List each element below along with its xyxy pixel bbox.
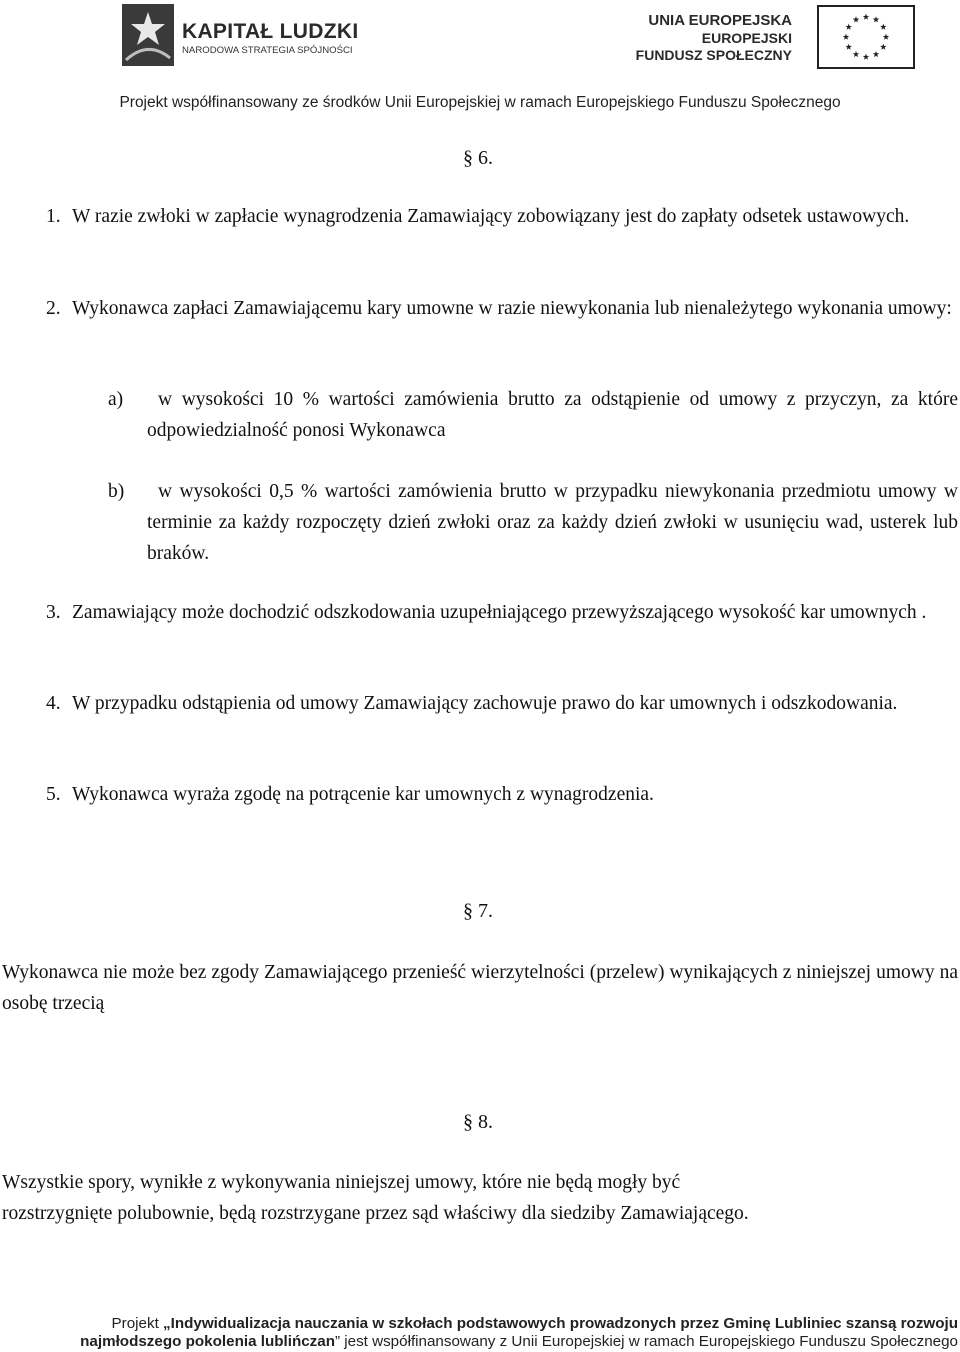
item-3-number: 3. [46, 602, 61, 623]
eu-flag-icon [816, 4, 916, 70]
item-1-number: 1. [46, 206, 61, 227]
section-6-heading: § 6. [463, 147, 493, 169]
eu-logo [624, 4, 920, 70]
item-a-number: a) [108, 389, 124, 410]
eu-logo-line3: FUNDUSZ SPOŁECZNY [635, 47, 792, 63]
kapital-ludzki-emblem-icon [122, 4, 174, 66]
item-1-text: W razie zwłoki w zapłacie wynagrodzenia Zamawiający zobowiązany jest do zapłaty odsetek ustawowych. [72, 206, 910, 227]
section-7-text: Wykonawca nie może bez zgody Zamawiającego przenieść wierzytelności (przelew) wynikających z niniejszej umowy na osobę trzecią [2, 962, 958, 1014]
footer-line1 [0, 1315, 960, 1332]
item-a-text: w wysokości 10 % wartości zamówienia brutto za odstąpienie od umowy z przyczyn, za które odpowiedzialność ponosi Wykonawca [147, 389, 958, 441]
kapital-ludzki-logo [122, 4, 382, 66]
item-2-number: 2. [46, 298, 61, 319]
footer-line2-project-title: najmłodszego pokolenia lublińczan [80, 1333, 335, 1350]
kapital-ludzki-subtitle: NARODOWA STRATEGIA SPÓJNOŚCI [182, 45, 353, 56]
footer-line2 [0, 1333, 960, 1350]
section-8-line2: rozstrzygnięte polubownie, będą rozstrzygane przez sąd właściwy dla siedziby Zamawiającego. [2, 1203, 749, 1224]
kapital-ludzki-title: KAPITAŁ LUDZKI [182, 20, 359, 43]
item-4-text: W przypadku odstąpienia od umowy Zamawiający zachowuje prawo do kar umownych i odszkodowania. [72, 693, 898, 714]
eu-logo-line1: UNIA EUROPEJSKA [648, 12, 792, 29]
item-3-text: Zamawiający może dochodzić odszkodowania uzupełniającego przewyższającego wysokość kar umownych . [72, 602, 927, 623]
eu-logo-line2: EUROPEJSKI [701, 30, 792, 46]
item-b-text: w wysokości 0,5 % wartości zamówienia brutto w przypadku niewykonania przedmiotu umowy w terminie za każdy rozpoczęty dzień zwłoki oraz za każdy dzień zwłoki w usunięciu wad, usterek lub braków. [147, 481, 958, 564]
item-5-number: 5. [46, 784, 61, 805]
item-5-text: Wykonawca wyraża zgodę na potrącenie kar umownych z wynagrodzenia. [72, 784, 654, 805]
eu-logo-text [636, 12, 792, 64]
footer-line1-prefix: Projekt [111, 1315, 164, 1332]
section-7-heading: § 7. [463, 900, 493, 922]
section-8-heading: § 8. [463, 1111, 493, 1133]
footer-line2-rest: ” jest współfinansowany z Unii Europejskiej w ramach Europejskiego Funduszu Społecznego [334, 1333, 958, 1350]
footer-line1-project-title: „Indywidualizacja nauczania w szkołach podstawowych prowadzonych przez Gminę Lubliniec szansą rozwoju [163, 1315, 958, 1332]
item-b-number: b) [108, 481, 125, 502]
header-caption: Projekt współfinansowany ze środków Unii Europejskiej w ramach Europejskiego Funduszu Społecznego [119, 94, 841, 111]
item-2-text: Wykonawca zapłaci Zamawiającemu kary umowne w razie niewykonania lub nienależytego wykonania umowy: [72, 298, 952, 319]
item-4-number: 4. [46, 693, 61, 714]
section-8-line1: Wszystkie spory, wynikłe z wykonywania niniejszej umowy, które nie będą mogły być [2, 1172, 681, 1193]
